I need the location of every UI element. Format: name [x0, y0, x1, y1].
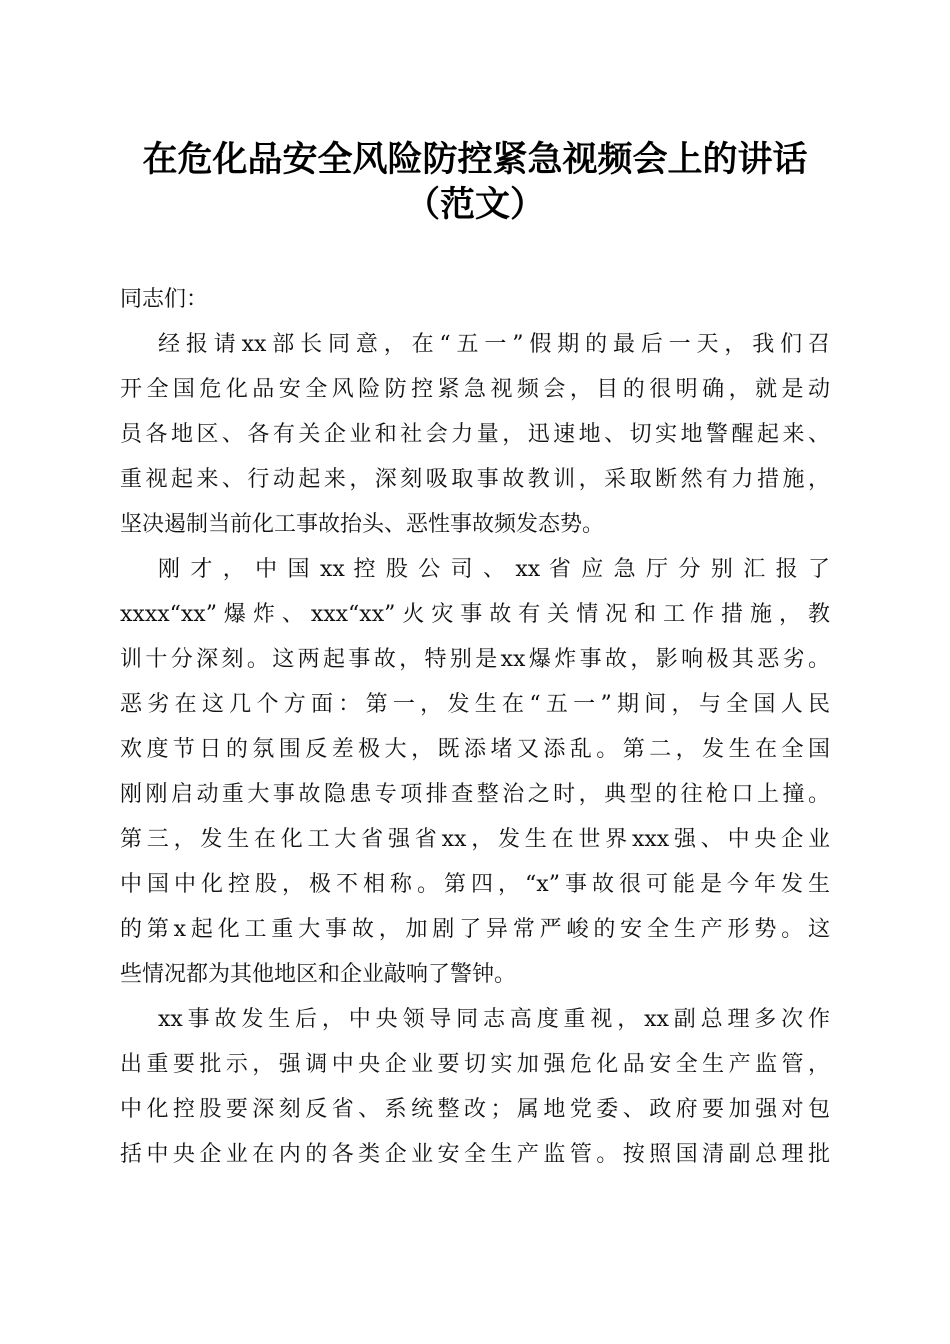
paragraph-line: 些情况都为其他地区和企业敲响了警钟。 [120, 962, 517, 987]
paragraph-line: 开全国危化品安全风险防控紧急视频会，目的很明确，就是动 [120, 377, 830, 402]
paragraph-line: 员各地区、各有关企业和社会力量，迅速地、切实地警醒起来、 [120, 422, 830, 447]
paragraph-line: 欢度节日的氛围反差极大，既添堵又添乱。第二，发生在全国 [120, 737, 830, 762]
paragraph-line: 的第x起化工重大事故，加剧了异常严峻的安全生产形势。这 [120, 917, 830, 942]
salutation: 同志们： [120, 287, 209, 312]
paragraph-line: 刚刚启动重大事故隐患专项排查整治之时，典型的往枪口上撞。 [120, 782, 830, 807]
paragraph-line: 恶劣在这几个方面：第一，发生在“五一”期间，与全国人民 [120, 692, 830, 717]
paragraph-line: 经报请xx部长同意，在“五一”假期的最后一天，我们召 [158, 332, 830, 357]
document-title: 在危化品安全风险防控紧急视频会上的讲话 [142, 139, 808, 180]
paragraph-line: xx事故发生后，中央领导同志高度重视，xx副总理多次作 [158, 1007, 830, 1032]
document-body [120, 277, 830, 1177]
paragraph-line: 第三，发生在化工大省强省xx，发生在世界xxx强、中央企业 [120, 827, 830, 852]
paragraph-line: 坚决遏制当前化工事故抬头、恶性事故频发态势。 [120, 512, 605, 537]
paragraph-line: 出重要批示，强调中央企业要切实加强危化品安全生产监管， [120, 1052, 830, 1077]
paragraph-line: 训十分深刻。这两起事故，特别是xx爆炸事故，影响极其恶劣。 [120, 647, 830, 672]
paragraph-line: 括中央企业在内的各类企业安全生产监管。按照国清副总理批 [120, 1142, 830, 1167]
paragraph-line: 重视起来、行动起来，深刻吸取事故教训，采取断然有力措施， [120, 467, 830, 492]
document-title-subtitle: （范文） [404, 184, 545, 225]
paragraph-line: 刚 才 ， 中 国 xx 控 股 公 司 、 xx 省 应 急 厅 分 别 汇 报 了 [158, 557, 830, 582]
paragraph-line: 中国中化控股，极不相称。第四，“x”事故很可能是今年发生 [120, 872, 830, 897]
paragraph-line: xxxx“xx”爆炸、xxx“xx”火灾事故有关情况和工作措施，教 [120, 602, 830, 627]
paragraph-line: 中化控股要深刻反省、系统整改；属地党委、政府要加强对包 [120, 1097, 830, 1122]
